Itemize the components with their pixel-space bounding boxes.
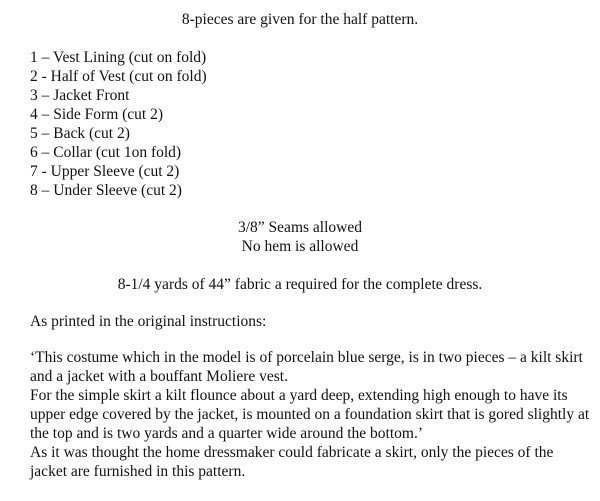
original-instructions-quote [30, 348, 590, 443]
instructions-intro: As printed in the original instructions: [30, 313, 267, 330]
seam-allowance-note [0, 218, 600, 256]
quote-text: ‘This costume which in the model is of porcelain blue serge, is in two pieces – a kilt skirt and a jacket with a bouffant Moliere vest. For the simple skirt a kilt flounce about a yard deep, extending high enough to have its upper edge covered by the jacket, is mounted on a foundation skirt that is gored slightly at the top and is two yards and a quarter wide around the bottom.’ [30, 349, 590, 442]
piece-item: 5 – Back (cut 2) [30, 125, 130, 142]
piece-item: 6 – Collar (cut 1on fold) [30, 144, 182, 161]
piece-item: 7 - Upper Sleeve (cut 2) [30, 163, 180, 180]
piece-item: 1 – Vest Lining (cut on fold) [30, 49, 207, 66]
piece-item: 4 – Side Form (cut 2) [30, 106, 164, 123]
pattern-note: As it was thought the home dressmaker could fabricate a skirt, only the pieces of the jacket are furnished in this pattern. [30, 444, 554, 480]
pieces-list [30, 48, 207, 200]
piece-item: 3 – Jacket Front [30, 87, 130, 104]
pieces-heading: 8-pieces are given for the half pattern. [181, 11, 419, 28]
hem-allowance-line: No hem is allowed [241, 238, 359, 255]
seam-allowance-line: 3/8” Seams allowed [238, 219, 362, 236]
piece-item: 2 - Half of Vest (cut on fold) [30, 68, 207, 85]
fabric-requirement: 8-1/4 yards of 44” fabric a required for the complete dress. [117, 276, 483, 293]
piece-item: 8 – Under Sleeve (cut 2) [30, 182, 182, 199]
